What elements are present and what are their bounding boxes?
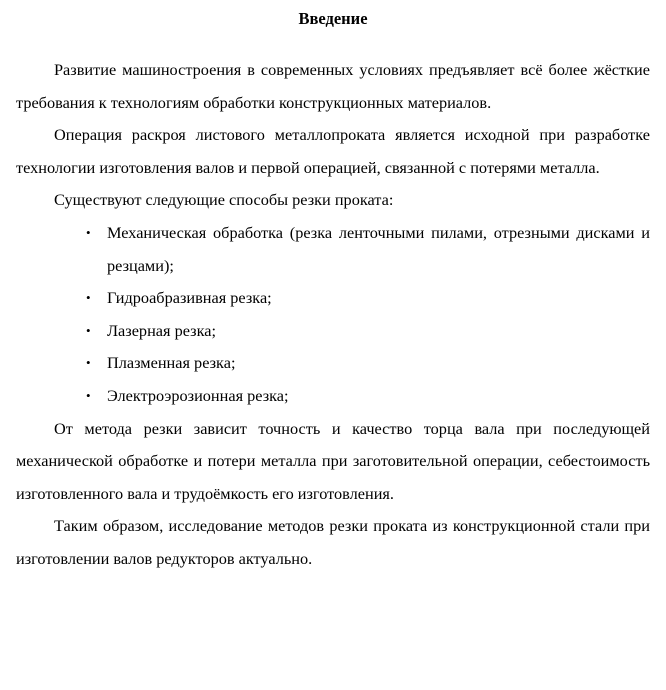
document-title: Введение [298, 9, 368, 28]
list-item [16, 347, 650, 380]
list-item-text: Механическая обработка (резка ленточными пилами, отрезными дисками и резцами); [107, 222, 650, 275]
paragraph-conclusion: Таким образом, исследование методов резки проката из конструкционной стали при изготовлении валов редукторов актуально. [16, 516, 650, 568]
list-item-text: Лазерная резка; [107, 320, 216, 340]
list-item-text: Плазменная резка; [107, 353, 236, 373]
list-item-text: Электроэрозионная резка; [107, 385, 289, 405]
bullet-icon: • [86, 355, 91, 371]
list-item [16, 282, 650, 315]
bullet-icon: • [86, 224, 91, 240]
bullet-icon: • [86, 290, 91, 306]
list-item-text: Гидроабразивная резка; [107, 288, 272, 308]
bullet-icon: • [86, 387, 91, 403]
list-item [16, 217, 650, 282]
paragraph-cutting-impact: От метода резки зависит точность и качество торца вала при последующей механической обработке и потери металла при заготовительной операции, себестоимость изготовленного вала и трудоёмкость его изготовления. [16, 418, 650, 503]
document-page [16, 3, 650, 576]
paragraph-intro: Развитие машиностроения в современных условиях предъявляет всё более жёсткие требования к технологиям обработки конструкционных материалов. [16, 60, 650, 112]
cutting-methods-list [16, 217, 650, 413]
paragraph-methods-lead: Существуют следующие способы резки проката: [54, 190, 394, 210]
bullet-icon: • [86, 322, 91, 338]
paragraph-cutting-operation: Операция раскроя листового металлопроката является исходной при разработке технологии изготовления валов и первой операцией, связанной с потерями металла. [16, 125, 650, 177]
list-item [16, 380, 650, 413]
list-item [16, 315, 650, 348]
